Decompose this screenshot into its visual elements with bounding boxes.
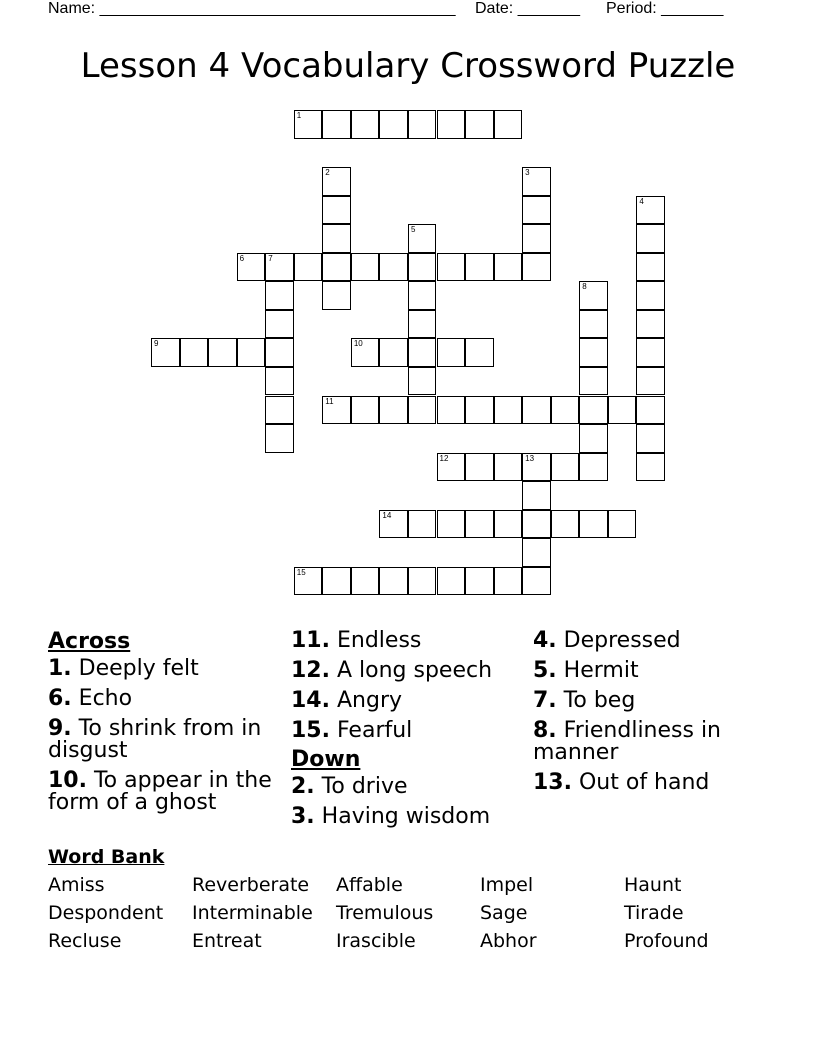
grid-cell[interactable] xyxy=(437,110,466,139)
cell-number: 9 xyxy=(154,339,159,349)
cell-number: 8 xyxy=(582,282,587,292)
clue-down-13: 13. Out of hand xyxy=(533,770,710,795)
grid-cell[interactable] xyxy=(494,510,523,539)
grid-cell[interactable] xyxy=(465,253,494,282)
clue-down-8: 8. Friendliness in manner xyxy=(533,718,722,765)
grid-cell[interactable] xyxy=(579,510,608,539)
grid-cell[interactable] xyxy=(494,396,523,425)
word-bank-item: Affable xyxy=(336,874,403,896)
grid-cell[interactable] xyxy=(437,396,466,425)
word-bank-item: Impel xyxy=(480,874,534,896)
grid-cell[interactable] xyxy=(579,424,608,453)
grid-cell[interactable] xyxy=(351,253,380,282)
grid-cell[interactable] xyxy=(579,338,608,367)
grid-cell[interactable] xyxy=(322,224,351,253)
grid-cell[interactable] xyxy=(579,310,608,339)
grid-cell[interactable] xyxy=(408,338,437,367)
grid-cell[interactable] xyxy=(265,338,294,367)
grid-cell[interactable] xyxy=(265,253,294,282)
grid-cell[interactable] xyxy=(579,453,608,482)
grid-cell[interactable] xyxy=(636,338,665,367)
clue-column-2 xyxy=(291,630,531,836)
grid-cell[interactable] xyxy=(437,567,466,596)
grid-cell[interactable] xyxy=(465,567,494,596)
grid-cell[interactable] xyxy=(522,396,551,425)
cell-number: 10 xyxy=(353,339,363,349)
cell-number: 13 xyxy=(525,453,535,463)
grid-cell[interactable] xyxy=(437,253,466,282)
grid-cell[interactable] xyxy=(180,338,209,367)
grid-cell[interactable] xyxy=(265,310,294,339)
grid-cell[interactable] xyxy=(579,396,608,425)
grid-cell[interactable] xyxy=(237,253,266,282)
cell-number: 4 xyxy=(639,196,644,206)
cell-number: 6 xyxy=(239,253,245,263)
grid-cell[interactable] xyxy=(465,510,494,539)
grid-cell[interactable] xyxy=(408,510,437,539)
clue-across-14: 14. Angry xyxy=(291,688,403,713)
cell-number: 7 xyxy=(268,253,273,263)
grid-cell[interactable] xyxy=(494,253,523,282)
grid-cell[interactable] xyxy=(522,510,551,539)
word-bank-item: Reverberate xyxy=(192,874,310,896)
grid-cell[interactable] xyxy=(322,281,351,310)
word-bank-item: Tremulous xyxy=(336,902,434,924)
word-bank-title: Word Bank xyxy=(48,846,165,868)
grid-cell[interactable] xyxy=(551,510,580,539)
word-bank-item: Sage xyxy=(480,902,528,924)
grid-cell[interactable] xyxy=(494,567,523,596)
grid-cell[interactable] xyxy=(351,567,380,596)
grid-cell[interactable] xyxy=(522,567,551,596)
clue-across-11: 11. Endless xyxy=(291,628,422,653)
grid-cell[interactable] xyxy=(494,110,523,139)
grid-cell[interactable] xyxy=(408,281,437,310)
word-bank-item: Haunt xyxy=(624,874,682,896)
clue-down-3: 3. Having wisdom xyxy=(291,804,491,829)
grid-cell[interactable] xyxy=(322,396,351,425)
grid-cell[interactable] xyxy=(522,538,551,567)
grid-cell[interactable] xyxy=(151,338,180,367)
clue-across-9: 9. To shrink from in disgust xyxy=(48,716,262,763)
grid-cell[interactable] xyxy=(522,481,551,510)
clue-column-3 xyxy=(533,630,773,802)
grid-cell[interactable] xyxy=(379,253,408,282)
clue-across-6: 6. Echo xyxy=(48,686,133,711)
word-bank-item: Interminable xyxy=(192,902,313,924)
grid-cell[interactable] xyxy=(408,253,437,282)
grid-cell[interactable] xyxy=(379,396,408,425)
grid-cell[interactable] xyxy=(408,310,437,339)
puzzle-title: Lesson 4 Vocabulary Crossword Puzzle xyxy=(80,46,736,86)
cell-number: 11 xyxy=(325,396,334,406)
grid-cell[interactable] xyxy=(408,367,437,396)
grid-cell[interactable] xyxy=(408,110,437,139)
clue-across-15: 15. Fearful xyxy=(291,718,413,743)
grid-cell[interactable] xyxy=(265,424,294,453)
word-bank-item: Abhor xyxy=(480,930,537,952)
clue-across-10: 10. To appear in the form of a ghost xyxy=(48,768,272,815)
word-bank-item: Despondent xyxy=(48,902,164,924)
cell-number: 1 xyxy=(296,111,302,120)
grid-cell[interactable] xyxy=(294,253,323,282)
grid-cell[interactable] xyxy=(379,338,408,367)
grid-cell[interactable] xyxy=(322,110,351,139)
grid-cell[interactable] xyxy=(636,224,665,253)
grid-cell[interactable] xyxy=(408,224,437,253)
grid-cell[interactable] xyxy=(351,110,380,139)
grid-cell[interactable] xyxy=(551,453,580,482)
grid-cell[interactable] xyxy=(351,338,380,367)
grid-cell[interactable] xyxy=(636,453,665,482)
grid-cell[interactable] xyxy=(351,396,380,425)
word-bank-item: Irascible xyxy=(336,930,416,952)
clue-down-4: 4. Depressed xyxy=(533,628,681,653)
grid-cell[interactable] xyxy=(265,367,294,396)
grid-cell[interactable] xyxy=(408,567,437,596)
grid-cell[interactable] xyxy=(636,396,665,425)
cell-number: 5 xyxy=(410,225,416,235)
cell-number: 12 xyxy=(439,453,449,463)
grid-cell[interactable] xyxy=(636,367,665,396)
clue-column-1 xyxy=(48,630,288,822)
grid-cell[interactable] xyxy=(551,396,580,425)
grid-cell[interactable] xyxy=(636,196,665,225)
grid-cell[interactable] xyxy=(379,510,408,539)
grid-cell[interactable] xyxy=(522,196,551,225)
grid-cell[interactable] xyxy=(465,396,494,425)
name-field[interactable]: Name: ________________________________________ xyxy=(48,0,456,17)
grid-cell[interactable] xyxy=(522,453,551,482)
across-heading: Across xyxy=(48,629,131,654)
grid-cell[interactable] xyxy=(608,510,637,539)
grid-cell[interactable] xyxy=(437,510,466,539)
grid-cell[interactable] xyxy=(522,224,551,253)
date-field[interactable]: Date: _______ xyxy=(475,0,580,17)
grid-cell[interactable] xyxy=(322,196,351,225)
grid-cell[interactable] xyxy=(294,110,323,139)
grid-cell[interactable] xyxy=(636,281,665,310)
grid-cell[interactable] xyxy=(522,167,551,196)
grid-cell[interactable] xyxy=(379,110,408,139)
cell-number: 3 xyxy=(525,168,530,178)
grid-cell[interactable] xyxy=(379,567,408,596)
word-bank-item: Entreat xyxy=(192,930,262,952)
word-bank-item: Profound xyxy=(624,930,709,952)
grid-cell[interactable] xyxy=(408,396,437,425)
down-heading: Down xyxy=(291,747,361,772)
grid-cell[interactable] xyxy=(237,338,266,367)
grid-cell[interactable] xyxy=(636,253,665,282)
grid-cell[interactable] xyxy=(322,167,351,196)
grid-cell[interactable] xyxy=(494,453,523,482)
grid-cell[interactable] xyxy=(322,253,351,282)
grid-cell[interactable] xyxy=(322,567,351,596)
grid-cell[interactable] xyxy=(579,367,608,396)
grid-cell[interactable] xyxy=(465,453,494,482)
clue-down-7: 7. To beg xyxy=(533,688,636,713)
clue-down-5: 5. Hermit xyxy=(533,658,639,683)
period-field[interactable]: Period: _______ xyxy=(606,0,724,17)
grid-cell[interactable] xyxy=(465,338,494,367)
grid-cell[interactable] xyxy=(208,338,237,367)
grid-cell[interactable] xyxy=(608,396,637,425)
grid-cell[interactable] xyxy=(437,453,466,482)
grid-cell[interactable] xyxy=(636,424,665,453)
clue-down-2: 2. To drive xyxy=(291,774,408,799)
word-bank-item: Recluse xyxy=(48,930,122,952)
grid-cell[interactable] xyxy=(636,310,665,339)
grid-cell[interactable] xyxy=(294,567,323,596)
cell-number: 2 xyxy=(325,168,330,178)
grid-cell[interactable] xyxy=(265,281,294,310)
grid-cell[interactable] xyxy=(465,110,494,139)
clue-across-12: 12. A long speech xyxy=(291,658,493,683)
grid-cell[interactable] xyxy=(437,338,466,367)
word-bank-item: Amiss xyxy=(48,874,105,896)
grid-cell[interactable] xyxy=(265,396,294,425)
clue-across-1: 1. Deeply felt xyxy=(48,656,199,681)
grid-cell[interactable] xyxy=(522,253,551,282)
cell-number: 14 xyxy=(382,510,392,520)
grid-cell[interactable] xyxy=(579,281,608,310)
word-bank-item: Tirade xyxy=(624,902,684,924)
cell-number: 15 xyxy=(296,567,306,577)
